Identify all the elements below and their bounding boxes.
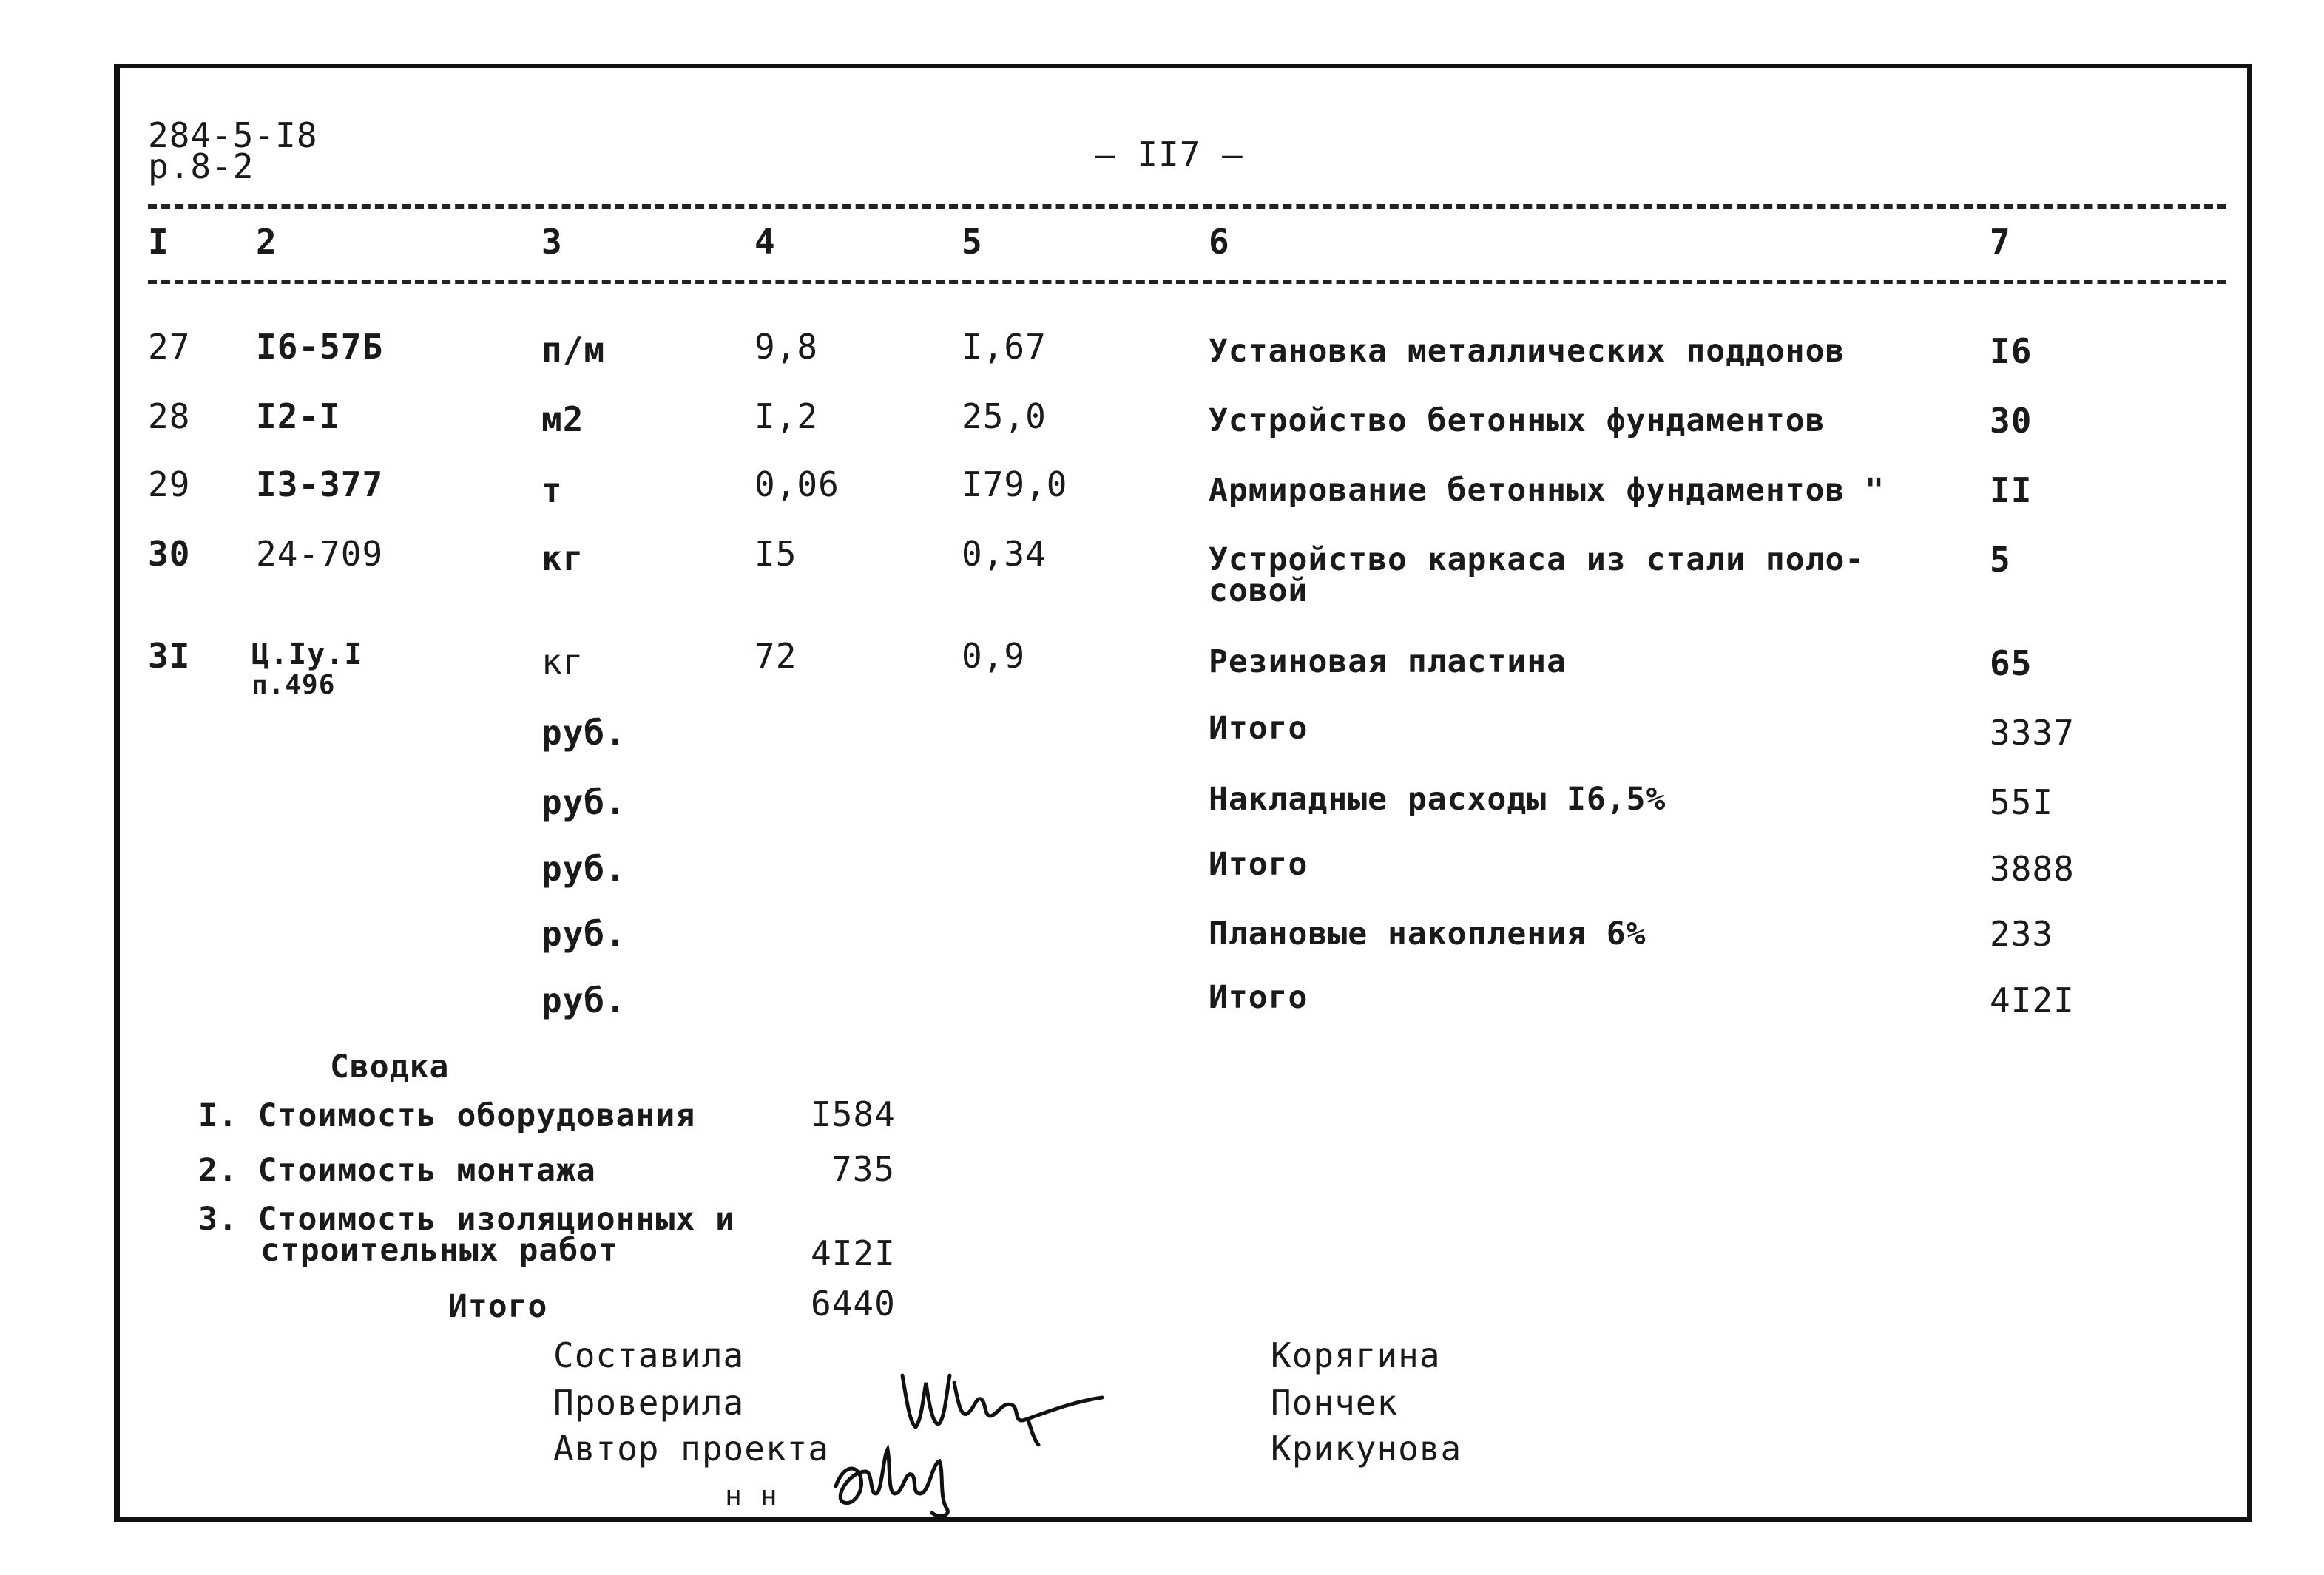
compiled-name: Корягина	[1271, 1335, 1441, 1375]
totals-label: Итого	[1209, 846, 1308, 883]
unit: руб.	[541, 980, 626, 1020]
column-header: 5	[962, 222, 983, 262]
column-header: 3	[541, 222, 563, 262]
checked-name: Пончек	[1271, 1383, 1399, 1423]
quantity: I,2	[754, 396, 819, 436]
row-number: 28	[148, 396, 191, 436]
row-total: I6	[1990, 331, 2033, 371]
unit: руб.	[541, 849, 626, 889]
unit-price: 25,0	[962, 396, 1047, 436]
quantity: 72	[754, 636, 797, 676]
unit-price: 0,34	[962, 534, 1047, 574]
work-name-line1: Устройство каркаса из стали поло-	[1209, 541, 1865, 578]
unit: м2	[541, 399, 584, 439]
column-header: 7	[1990, 222, 2011, 262]
work-name: Устройство бетонных фундаментов	[1209, 402, 1825, 439]
row-number: 30	[148, 534, 191, 574]
work-name-line2: совой	[1209, 572, 1308, 609]
summary-item-value: 735	[831, 1149, 896, 1189]
totals-value: 233	[1990, 914, 2054, 954]
header-divider-top	[148, 204, 2226, 209]
rate-code: I6-57Б	[256, 327, 384, 367]
row-total: 30	[1990, 401, 2033, 441]
work-name: Армирование бетонных фундаментов "	[1209, 472, 1885, 509]
totals-value: 55I	[1990, 782, 2054, 822]
rate-code-line1: Ц.Iу.I	[251, 637, 363, 671]
unit: т	[541, 470, 563, 510]
author-label: Автор проекта	[553, 1429, 830, 1469]
summary-total-label: Итого	[448, 1288, 548, 1325]
summary-item-label-line1: 3. Стоимость изоляционных и	[198, 1201, 735, 1238]
totals-value: 3888	[1990, 849, 2075, 889]
quantity: I5	[754, 534, 797, 574]
quantity: 9,8	[754, 327, 819, 367]
row-total: 65	[1990, 643, 2033, 683]
work-name: Резиновая пластина	[1209, 643, 1567, 680]
unit-price: 0,9	[962, 636, 1026, 676]
rate-code: 24-709	[256, 534, 384, 574]
totals-value: 4I2I	[1990, 980, 2075, 1020]
totals-label: Итого	[1209, 979, 1308, 1016]
totals-value: 3337	[1990, 713, 2075, 753]
quantity: 0,06	[754, 464, 840, 504]
unit-price: I,67	[962, 327, 1047, 367]
checker-signature-icon	[888, 1353, 1109, 1449]
rate-code: I3-377	[256, 464, 384, 504]
row-number: 27	[148, 327, 191, 367]
header-divider-bottom	[148, 280, 2226, 284]
column-header: 2	[256, 222, 277, 262]
author-signature-icon	[828, 1442, 976, 1523]
summary-item-value: I584	[811, 1094, 896, 1134]
doc-code: 284-5-I8	[148, 115, 318, 155]
work-name: Установка металлических поддонов	[1209, 333, 1845, 370]
unit-price: I79,0	[962, 464, 1068, 504]
unit: кг	[541, 538, 584, 578]
summary-title: Сводка	[330, 1049, 450, 1085]
summary-item-label-line2: строительных работ	[260, 1232, 618, 1269]
unit: п/м	[541, 330, 606, 370]
unit: руб.	[541, 914, 626, 954]
rate-code-line2: п.496	[251, 670, 336, 700]
row-number: 3I	[148, 636, 191, 676]
totals-label: Накладные расходы I6,5%	[1209, 781, 1666, 818]
summary-total-value: 6440	[811, 1284, 896, 1324]
row-total: II	[1990, 470, 2033, 510]
page-number: — II7 —	[1095, 135, 1243, 175]
summary-item-value: 4I2I	[811, 1233, 896, 1273]
section-code: р.8-2	[148, 146, 254, 186]
unit: руб.	[541, 782, 626, 822]
summary-item-label: I. Стоимость оборудования	[198, 1097, 696, 1134]
summary-item-label: 2. Стоимость монтажа	[198, 1152, 596, 1189]
totals-label: Итого	[1209, 710, 1308, 747]
column-header: 4	[754, 222, 776, 262]
unit: руб.	[541, 713, 626, 753]
author-note: н н	[725, 1480, 778, 1512]
column-header: I	[148, 222, 169, 262]
row-total: 5	[1990, 540, 2011, 580]
author-name: Крикунова	[1271, 1429, 1462, 1469]
column-header: 6	[1209, 222, 1230, 262]
row-number: 29	[148, 464, 191, 504]
checked-label: Проверила	[553, 1383, 745, 1423]
unit: кг	[541, 642, 584, 682]
totals-label: Плановые накопления 6%	[1209, 915, 1646, 952]
compiled-label: Составила	[553, 1335, 745, 1375]
rate-code: I2-I	[256, 396, 341, 436]
